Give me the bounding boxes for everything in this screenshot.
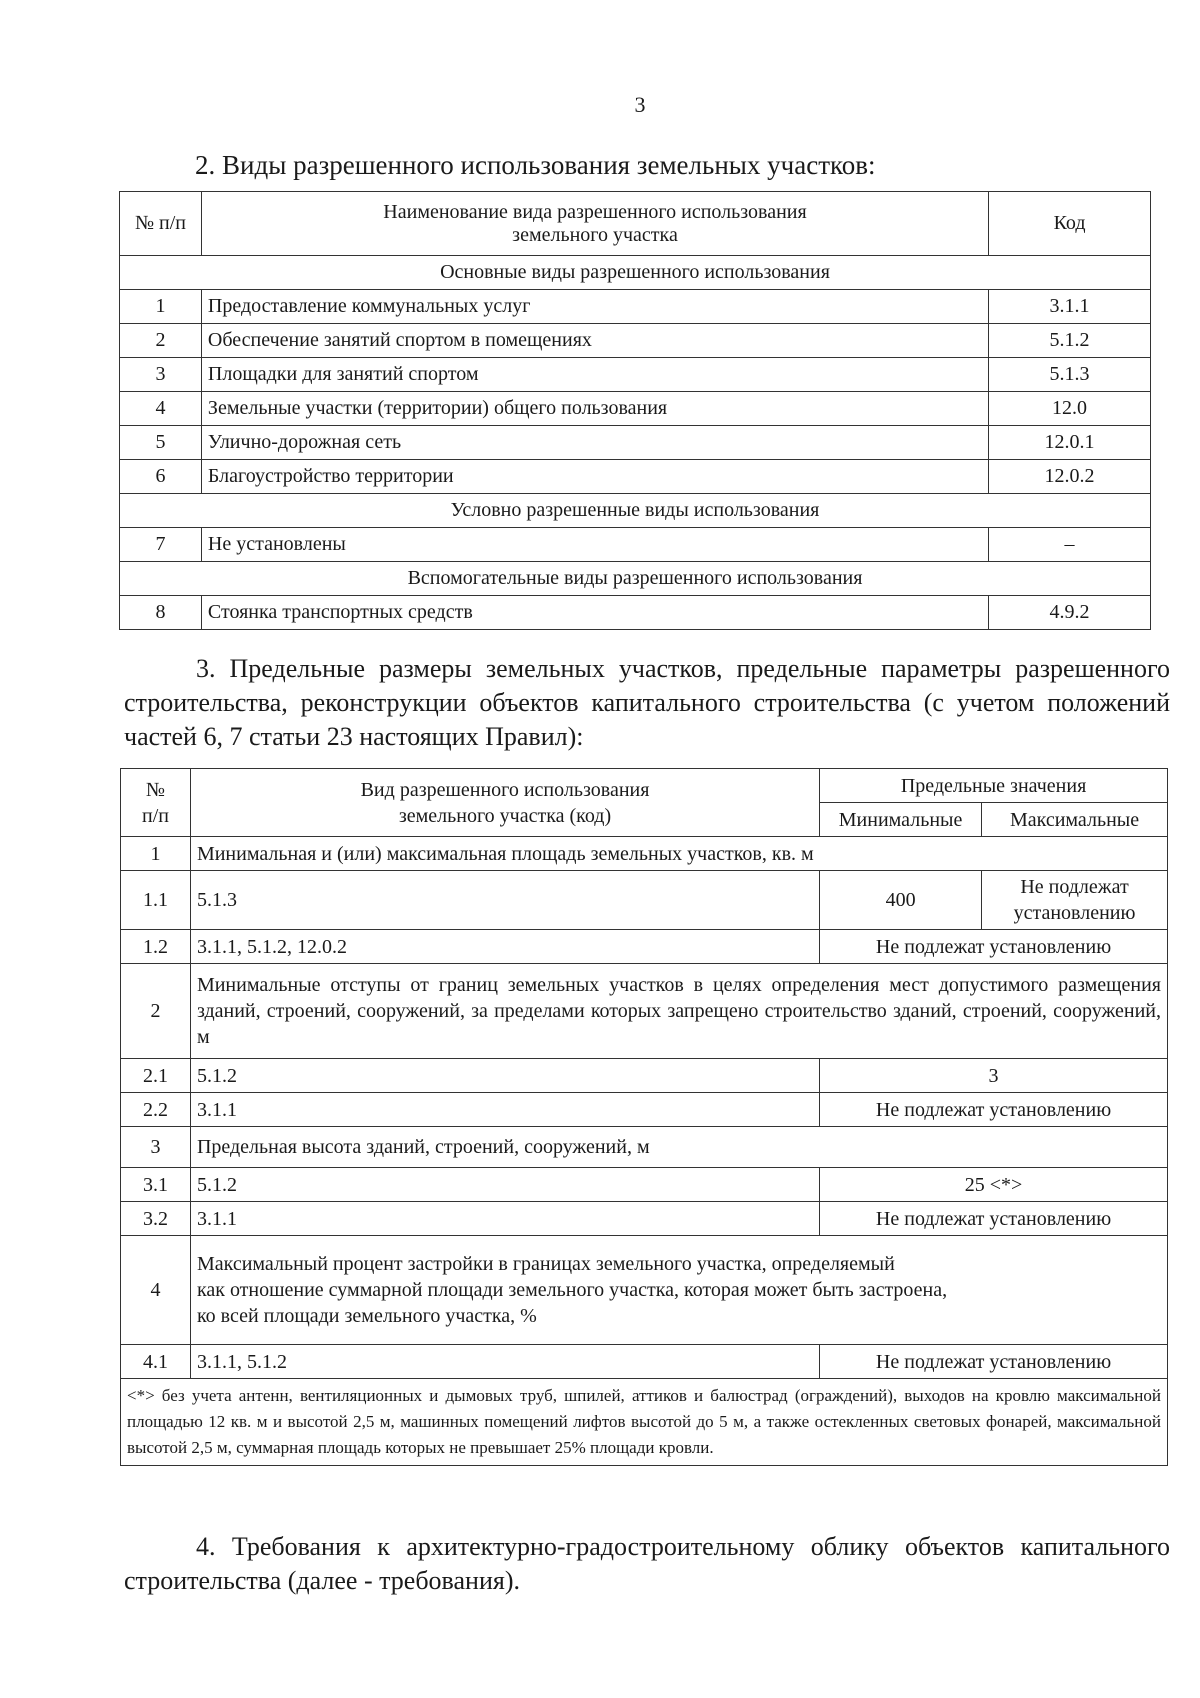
header-type-line1: Вид разрешенного использования xyxy=(360,778,650,801)
row-num: 3.2 xyxy=(121,1202,191,1236)
header-num: № п/п xyxy=(120,192,202,256)
table-row xyxy=(121,930,1168,964)
row-num: 2.2 xyxy=(121,1093,191,1127)
row-code: 5.1.2 xyxy=(190,1059,819,1093)
footnote: <*> без учета антенн, вентиляционных и дымовых труб, шпилей, аттиков и балюстрад (ограждений), выходов на кровлю максимальной площадью 12 кв. м и высотой 2,5 м, машинных помещений лифтов высотой до 5 м, а также остекленных световых фонарей, максимальной высотой 2,5 м, суммарная площадь которых не превышает 25% площади кровли. xyxy=(121,1379,1168,1466)
row-text: Минимальная и (или) максимальная площадь земельных участков, кв. м xyxy=(190,837,1167,871)
row-code: 5.1.2 xyxy=(989,324,1151,358)
section-2-heading: 2. Виды разрешенного использования земельных участков: xyxy=(195,150,876,180)
row-num: 3 xyxy=(121,1127,191,1168)
group-title-row xyxy=(120,494,1151,528)
table-row xyxy=(120,290,1151,324)
row-num: 5 xyxy=(120,426,202,460)
row-text-line2: как отношение суммарной площади земельного участка, которая может быть застроена, xyxy=(196,1279,948,1301)
header-type-line2: земельного участка (код) xyxy=(398,804,612,827)
row-name: Стоянка транспортных средств xyxy=(201,596,988,630)
row-name: Земельные участки (территории) общего пользования xyxy=(201,392,988,426)
table-row xyxy=(120,358,1151,392)
group-title-row xyxy=(120,562,1151,596)
row-num: 2.1 xyxy=(121,1059,191,1093)
table-row xyxy=(120,392,1151,426)
page-number: 3 xyxy=(634,92,646,117)
row-num: 4 xyxy=(120,392,202,426)
header-num xyxy=(121,769,191,837)
row-value: Не подлежат установлению xyxy=(820,1202,1168,1236)
row-num: 1 xyxy=(121,837,191,871)
row-num: 8 xyxy=(120,596,202,630)
row-code: 5.1.3 xyxy=(989,358,1151,392)
row-num: 7 xyxy=(120,528,202,562)
group-title: Основные виды разрешенного использования xyxy=(120,256,1151,290)
row-name: Предоставление коммунальных услуг xyxy=(201,290,988,324)
table-row xyxy=(121,1059,1168,1093)
header-limits: Предельные значения xyxy=(820,769,1168,803)
table-row xyxy=(120,596,1151,630)
row-code: 3.1.1 xyxy=(190,1093,819,1127)
header-type xyxy=(190,769,819,837)
row-value: Не подлежат установлению xyxy=(820,1345,1168,1379)
table-row xyxy=(121,1168,1168,1202)
section-3-paragraph: 3. Предельные размеры земельных участков, предельные параметры разрешенного строительства, реконструкции объектов капитального строительства (с учетом положений частей 6, 7 статьи 23 настоящих Правил): xyxy=(124,654,1170,751)
row-num: 1 xyxy=(120,290,202,324)
table-row xyxy=(121,871,1168,930)
row-text-line3: ко всей площади земельного участка, % xyxy=(196,1305,537,1327)
row-text: Предельная высота зданий, строений, сооружений, м xyxy=(190,1127,1167,1168)
row-num: 6 xyxy=(120,460,202,494)
row-num: 3 xyxy=(120,358,202,392)
table-row xyxy=(121,837,1168,871)
row-num: 3.1 xyxy=(121,1168,191,1202)
table-row xyxy=(120,460,1151,494)
row-max-line1: Не подлежат xyxy=(1020,876,1129,898)
table-row xyxy=(120,426,1151,460)
table-row xyxy=(121,1202,1168,1236)
row-name: Улично-дорожная сеть xyxy=(201,426,988,460)
row-code: 5.1.3 xyxy=(190,871,819,930)
row-name: Благоустройство территории xyxy=(201,460,988,494)
row-value: 25 <*> xyxy=(820,1168,1168,1202)
group-title: Вспомогательные виды разрешенного использования xyxy=(120,562,1151,596)
row-code: 12.0 xyxy=(989,392,1151,426)
row-min: 400 xyxy=(820,871,982,930)
row-code: 4.9.2 xyxy=(989,596,1151,630)
row-code: – xyxy=(989,528,1151,562)
row-name: Не установлены xyxy=(201,528,988,562)
row-name: Обеспечение занятий спортом в помещениях xyxy=(201,324,988,358)
row-text-line1: Максимальный процент застройки в границах земельного участка, определяемый xyxy=(196,1253,895,1275)
row-max xyxy=(982,871,1168,930)
table-header-row xyxy=(121,769,1168,803)
header-num-line2: п/п xyxy=(141,804,169,827)
table-row xyxy=(120,324,1151,358)
table-row xyxy=(120,528,1151,562)
table-row xyxy=(121,1093,1168,1127)
table-row xyxy=(121,1236,1168,1345)
row-num: 1.1 xyxy=(121,871,191,930)
header-min: Минимальные xyxy=(820,803,982,837)
table-row xyxy=(121,964,1168,1059)
row-code: 3.1.1, 5.1.2, 12.0.2 xyxy=(190,930,819,964)
table-row xyxy=(121,1127,1168,1168)
permitted-use-table xyxy=(119,191,1151,630)
row-code: 3.1.1 xyxy=(190,1202,819,1236)
row-code: 5.1.2 xyxy=(190,1168,819,1202)
row-num: 4 xyxy=(121,1236,191,1345)
group-title: Условно разрешенные виды использования xyxy=(120,494,1151,528)
row-max-line2: установлению xyxy=(1013,902,1136,924)
row-code: 3.1.1 xyxy=(989,290,1151,324)
row-num: 4.1 xyxy=(121,1345,191,1379)
row-num: 2 xyxy=(121,964,191,1059)
header-max: Максимальные xyxy=(982,803,1168,837)
row-name: Площадки для занятий спортом xyxy=(201,358,988,392)
table-header-row xyxy=(120,192,1151,256)
row-value: Не подлежат установлению xyxy=(820,1093,1168,1127)
footnote-row xyxy=(121,1379,1168,1466)
header-name-line1: Наименование вида разрешенного использования xyxy=(383,200,807,223)
table-row xyxy=(121,1345,1168,1379)
section-4-paragraph: 4. Требования к архитектурно-градостроительному облику объектов капитального строительства (далее - требования). xyxy=(124,1532,1170,1595)
row-code: 12.0.1 xyxy=(989,426,1151,460)
row-code: 12.0.2 xyxy=(989,460,1151,494)
row-value: 3 xyxy=(820,1059,1168,1093)
row-code: 3.1.1, 5.1.2 xyxy=(190,1345,819,1379)
row-text: Минимальные отступы от границ земельных участков в целях определения мест допустимого размещения зданий, строений, сооружений, за пределами которых запрещено строительство зданий, строений, сооружений, м xyxy=(190,964,1167,1059)
header-code: Код xyxy=(989,192,1151,256)
header-name xyxy=(201,192,988,256)
header-num-line1: № xyxy=(145,778,166,801)
row-value: Не подлежат установлению xyxy=(820,930,1168,964)
row-num: 1.2 xyxy=(121,930,191,964)
row-num: 2 xyxy=(120,324,202,358)
row-text xyxy=(190,1236,1167,1345)
header-name-line2: земельного участка xyxy=(512,223,678,246)
group-title-row xyxy=(120,256,1151,290)
limits-table xyxy=(120,768,1168,1466)
